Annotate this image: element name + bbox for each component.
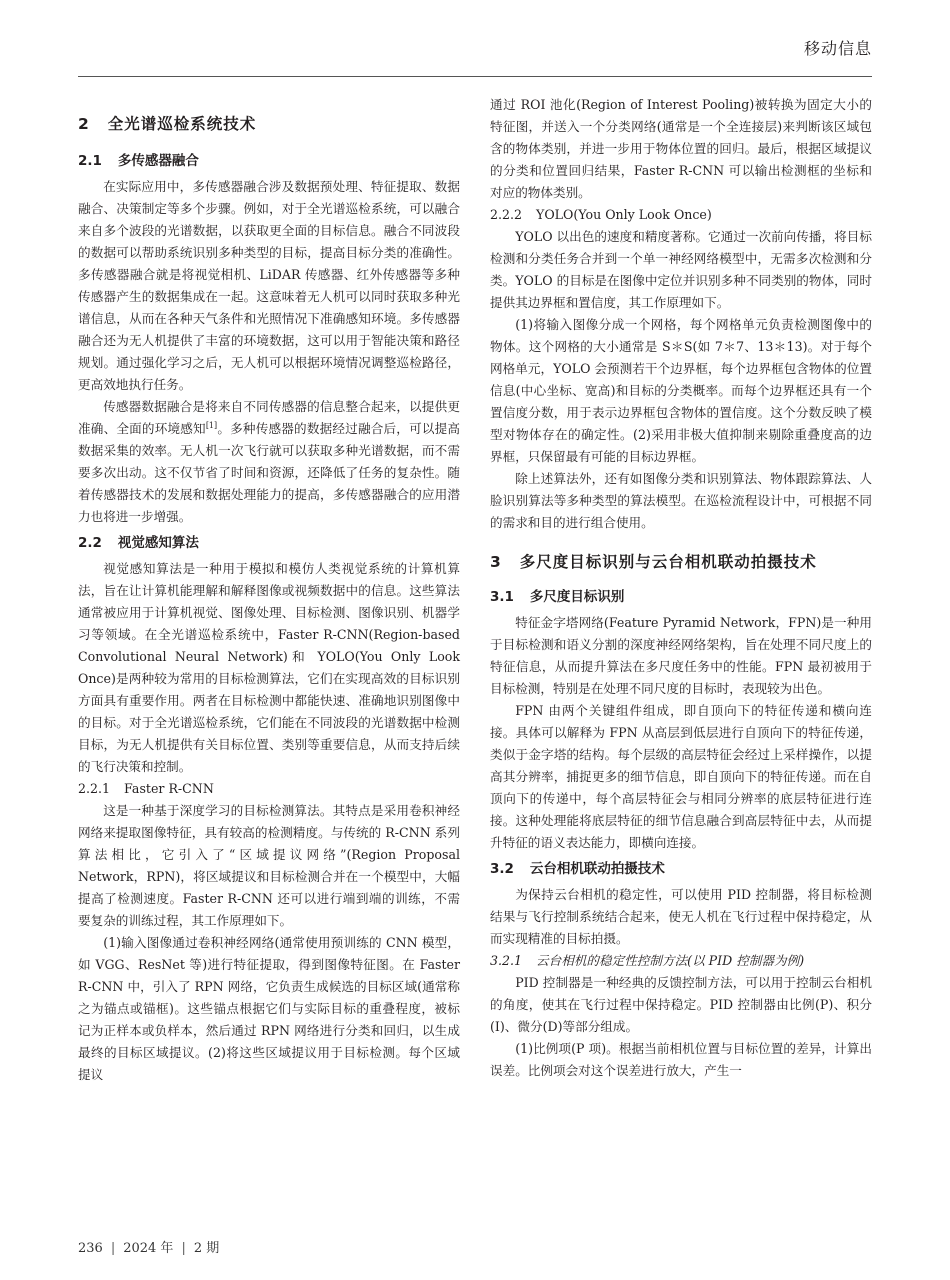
paragraph: 在实际应用中，多传感器融合涉及数据预处理、特征提取、数据融合、决策制定等多个步骤。例如，对于全光谱巡检系统，可以融合来自多个波段的光谱数据，以获取更全面的目标信息。融合不同波段的数据可以帮助系统识别多种类型的目标，提高目标分类的准确性。多传感器融合就是将视觉相机、LiDAR 传感器、红外传感器等多种传感器产生的数据集成在一起。这意味着无人机可以同时获取多种光谱信息，从而在各种天气条件和光照情况下准确感知环境。多传感器融合还为无人机提供了丰富的环境数据，这可以用于智能决策和路径规划。通过强化学习之后，无人机可以根据环境情况调整巡检路径，更高效地执行任务。 — [78, 179, 460, 392]
paragraph: 通过 ROI 池化(Region of Interest Pooling)被转换为固定大小的特征图，并送入一个分类网络(通常是一个全连接层)来判断该区域包含的物体类别，并进一步用于物体位置的回归。最后，根据区域提议的分类和位置回归结果，Faster R-CNN 可以输出检测框的坐标和对应的物体类别。 — [490, 97, 872, 200]
section-title: YOLO(You Only Look Once) — [536, 207, 712, 222]
section-title: 云台相机联动拍摄技术 — [529, 861, 665, 877]
paragraph-text: 传感器数据融合是将来自不同传感器的信息整合起来，以提供更准确、全面的环境感知 — [78, 399, 460, 436]
paragraph: 除上述算法外，还有如图像分类和识别算法、物体跟踪算法、人脸识别算法等多种类型的算法模型。在巡检流程设计中，可根据不同的需求和目的进行组合使用。 — [490, 471, 872, 530]
section-title: 多尺度目标识别 — [529, 589, 625, 605]
paragraph — [78, 396, 460, 528]
section-title: 多传感器融合 — [117, 153, 199, 169]
section-2-2-2-heading — [490, 204, 872, 226]
header-rule — [78, 76, 872, 77]
section-title: 云台相机的稳定性控制方法(以 PID 控制器为例) — [536, 953, 805, 968]
paragraph: 特征金字塔网络(Feature Pyramid Network，FPN)是一种用于目标检测和语义分割的深度神经网络架构，旨在处理不同尺度上的特征信息，从而提升算法在多尺度任务中的性能。FPN 最初被用于目标检测，特别是在处理不同尺度的目标时，表现较为出色。 — [490, 615, 872, 696]
paragraph: 这是一种基于深度学习的目标检测算法。其特点是采用卷积神经网络来提取图像特征，具有较高的检测精度。与传统的 R-CNN 系列算法相比，它引入了“区域提议网络”(Region Proposal Network，RPN)，将区域提议和目标检测合并在一个模型中，大幅提高了检测速度。Faster R-CNN 还可以进行端到端的训练，不需要复杂的训练过程，其工作原理如下。 — [78, 803, 460, 928]
section-2-2-1-heading — [78, 778, 460, 800]
section-number: 3.2.1 — [490, 953, 523, 968]
paragraph: YOLO 以出色的速度和精度著称。它通过一次前向传播，将目标检测和分类任务合并到一个单一神经网络模型中，无需多次检测和分类。YOLO 的目标是在图像中定位并识别多种不同类别的物体，同时提供其边界框和置信度，其工作原理如下。 — [490, 229, 872, 310]
section-2-heading — [78, 112, 460, 134]
paragraph: (1)比例项(P 项)。根据当前相机位置与目标位置的差异，计算出误差。比例项会对这个误差进行放大，产生一 — [490, 1041, 872, 1078]
paragraph: 视觉感知算法是一种用于模拟和模仿人类视觉系统的计算机算法，旨在让计算机能理解和解释图像或视频数据中的信息。这些算法通常被应用于计算机视觉、图像处理、目标检测、图像识别、机器学习等领域。在全光谱巡检系统中，Faster R-CNN(Region-based Convolutional Neural Network)和 YOLO(You Only Look Once)是两种较为常用的目标检测算法，它们在实现高效的目标识别方面具有重要作用。两者在目标检测中都能快速、准确地识别图像中的目标。对于全光谱巡检系统，它们能在不同波段的光谱数据中检测目标，为无人机提供有关目标位置、类别等重要信息，从而支持后续的飞行决策和控制。 — [78, 561, 460, 774]
section-number: 2.2.2 — [490, 207, 523, 222]
paragraph: (1)输入图像通过卷积神经网络(通常使用预训练的 CNN 模型，如 VGG、ResNet 等)进行特征提取，得到图像特征图。在 Faster R-CNN 中，引入了 RPN 网络，它负责生成候选的目标区域(通常称之为锚点或锚框)。这些锚点根据它们与实际目标的重叠程度，被标记为正样本或负样本，然后通过 RPN 网络进行分类和回归，以生成最终的目标区域提议。(2)将这些区域提议用于目标检测。每个区域提议 — [78, 935, 460, 1082]
section-3-1-heading — [490, 586, 872, 608]
section-3-heading — [490, 550, 872, 572]
citation-ref: [1] — [205, 420, 218, 430]
section-3-2-1-heading — [490, 950, 872, 972]
footer-issue: 2 期 — [193, 1241, 220, 1256]
section-number: 2.1 — [78, 153, 102, 169]
journal-header: 移动信息 — [803, 39, 872, 58]
left-column — [78, 90, 460, 1086]
section-title: 视觉感知算法 — [117, 535, 199, 551]
section-title: 多尺度目标识别与云台相机联动拍摄技术 — [519, 553, 817, 571]
section-number: 2.2.1 — [78, 781, 111, 796]
right-column — [490, 94, 872, 1082]
section-number: 3.1 — [490, 589, 514, 605]
paragraph: (1)将输入图像分成一个网格，每个网格单元负责检测图像中的物体。这个网格的大小通常是 S＊S(如 7＊7、13＊13)。对于每个网格单元，YOLO 会预测若干个边界框，每个边界框包含物体的位置信息(中心坐标、宽高)和目标的分类概率。而每个边界框还具有一个置信度分数，用于表示边界框包含物体的置信度。这个分数反映了模型对物体存在的确定性。(2)采用非极大值抑制来剔除重叠度高的边界框，只保留最有可能的目标边界框。 — [490, 317, 872, 464]
section-number: 3 — [490, 553, 502, 571]
footer-year: 2024 年 — [123, 1241, 174, 1256]
paragraph: 为保持云台相机的稳定性，可以使用 PID 控制器，将目标检测结果与飞行控制系统结合起来，使无人机在飞行过程中保持稳定，从而实现精准的目标拍摄。 — [490, 887, 872, 946]
page-number: 236 — [78, 1241, 103, 1256]
section-2-2-heading — [78, 532, 460, 554]
paragraph: PID 控制器是一种经典的反馈控制方法，可以用于控制云台相机的角度，使其在飞行过程中保持稳定。PID 控制器由比例(P)、积分(I)、微分(D)等部分组成。 — [490, 975, 872, 1034]
section-title: Faster R-CNN — [124, 781, 214, 796]
section-number: 3.2 — [490, 861, 514, 877]
section-2-1-heading — [78, 150, 460, 172]
section-number: 2.2 — [78, 535, 102, 551]
section-number: 2 — [78, 115, 90, 133]
paragraph-text: 。多种传感器的数据经过融合后，可以提高数据采集的效率。无人机一次飞行就可以获取多种光谱数据，而不需要多次出动。这不仅节省了时间和资源，还降低了任务的复杂性。随着传感器技术的发展和数据处理能力的提高，多传感器融合的应用潜力也将进一步增强。 — [78, 421, 460, 524]
section-3-2-heading — [490, 858, 872, 880]
paragraph: FPN 由两个关键组件组成，即自顶向下的特征传递和横向连接。具体可以解释为 FPN 从高层到低层进行自顶向下的特征传递，类似于金字塔的结构。每个层级的高层特征会经过上采样操作，以提高其分辨率，捕捉更多的细节信息，即自顶向下的特征传递。而在自顶向下的传递中，每个高层特征会与相同分辨率的底层特征进行连接。这种处理能将底层特征的细节信息融合到高层特征中去，从而提升特征的语义表达能力，即横向连接。 — [490, 703, 872, 850]
section-title: 全光谱巡检系统技术 — [107, 115, 257, 133]
page-footer: 236 | 2024 年 | 2 期 — [78, 1241, 220, 1256]
